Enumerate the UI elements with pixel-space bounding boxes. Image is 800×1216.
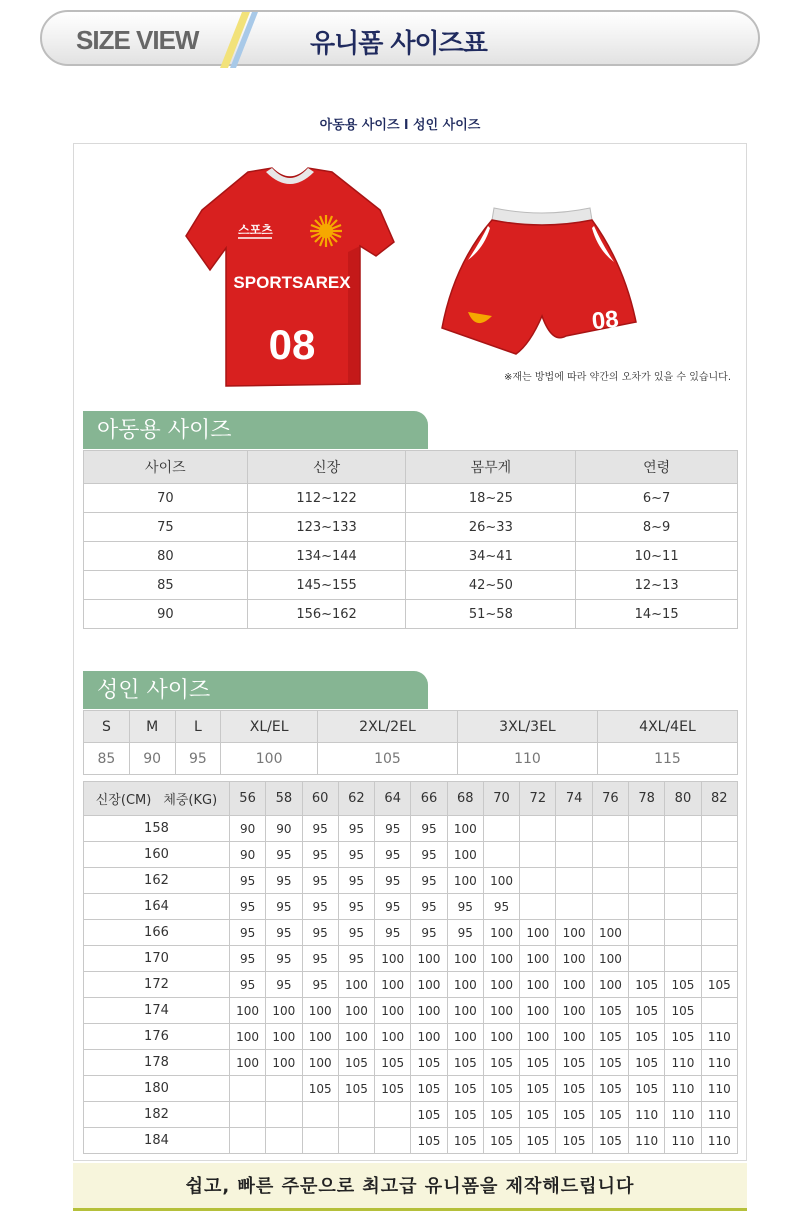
- height-cell: 176: [84, 1024, 230, 1050]
- kids-column-header: 몸무게: [406, 451, 576, 484]
- table-cell: 105: [411, 1102, 447, 1128]
- kids-section-title: 아동용 사이즈: [83, 411, 428, 449]
- table-cell: 105: [629, 998, 665, 1024]
- table-cell: [520, 842, 556, 868]
- height-cell: 174: [84, 998, 230, 1024]
- table-cell: 105: [556, 1076, 592, 1102]
- weight-column-header: 60: [302, 782, 338, 816]
- table-cell: 100: [338, 972, 374, 998]
- table-cell: 105: [629, 1050, 665, 1076]
- table-cell: 100: [483, 946, 519, 972]
- table-cell: 105: [665, 1024, 701, 1050]
- table-cell: [302, 1128, 338, 1154]
- table-cell: 95: [266, 868, 302, 894]
- size-label: M: [129, 711, 175, 743]
- table-cell: [701, 868, 737, 894]
- table-cell: [556, 868, 592, 894]
- table-cell: 110: [665, 1102, 701, 1128]
- table-cell: 95: [375, 868, 411, 894]
- size-value: 105: [317, 743, 457, 775]
- height-cell: 170: [84, 946, 230, 972]
- table-cell: 100: [447, 1024, 483, 1050]
- table-cell: 100: [411, 1024, 447, 1050]
- table-cell: 8~9: [576, 513, 738, 542]
- page-title: 유니폼 사이즈표: [310, 29, 487, 59]
- table-cell: 105: [556, 1050, 592, 1076]
- table-cell: 95: [411, 894, 447, 920]
- table-cell: 95: [338, 816, 374, 842]
- size-label: S: [84, 711, 130, 743]
- table-cell: 105: [629, 1076, 665, 1102]
- table-cell: 105: [629, 1024, 665, 1050]
- table-cell: 95: [375, 920, 411, 946]
- height-cell: 178: [84, 1050, 230, 1076]
- table-cell: 100: [483, 972, 519, 998]
- table-cell: 95: [411, 920, 447, 946]
- table-cell: 95: [447, 920, 483, 946]
- table-cell: [629, 894, 665, 920]
- table-cell: 110: [629, 1128, 665, 1154]
- table-cell: 100: [302, 1024, 338, 1050]
- table-cell: 100: [447, 998, 483, 1024]
- table-cell: 123~133: [247, 513, 406, 542]
- table-cell: 100: [483, 998, 519, 1024]
- table-cell: 100: [266, 1050, 302, 1076]
- table-cell: 105: [411, 1128, 447, 1154]
- table-cell: 105: [411, 1076, 447, 1102]
- size-value: 100: [221, 743, 318, 775]
- table-cell: 105: [447, 1076, 483, 1102]
- table-cell: 100: [556, 972, 592, 998]
- table-cell: 105: [483, 1050, 519, 1076]
- table-row: [84, 1024, 738, 1050]
- table-cell: 110: [701, 1050, 737, 1076]
- table-cell: 95: [302, 946, 338, 972]
- slash-decoration: [220, 12, 260, 68]
- weight-column-header: 74: [556, 782, 592, 816]
- weight-column-header: 76: [592, 782, 628, 816]
- table-cell: 100: [447, 972, 483, 998]
- table-cell: 100: [592, 920, 628, 946]
- size-label: 3XL/3EL: [457, 711, 597, 743]
- table-cell: [556, 842, 592, 868]
- table-cell: [266, 1076, 302, 1102]
- table-cell: [701, 816, 737, 842]
- table-cell: 90: [84, 600, 248, 629]
- size-label: 2XL/2EL: [317, 711, 457, 743]
- table-cell: 95: [302, 816, 338, 842]
- table-cell: [229, 1128, 265, 1154]
- table-cell: 100: [338, 1024, 374, 1050]
- table-cell: [701, 894, 737, 920]
- table-cell: [665, 920, 701, 946]
- table-cell: 100: [520, 946, 556, 972]
- table-row: [84, 868, 738, 894]
- shorts-image: [434, 204, 644, 356]
- table-cell: 100: [520, 1024, 556, 1050]
- table-cell: 6~7: [576, 484, 738, 513]
- table-cell: [665, 946, 701, 972]
- table-cell: 112~122: [247, 484, 406, 513]
- table-cell: 100: [375, 946, 411, 972]
- table-cell: 100: [375, 972, 411, 998]
- table-cell: 110: [665, 1050, 701, 1076]
- table-cell: 105: [592, 1024, 628, 1050]
- kids-column-header: 사이즈: [84, 451, 248, 484]
- table-cell: [629, 920, 665, 946]
- table-cell: 95: [229, 868, 265, 894]
- table-cell: 75: [84, 513, 248, 542]
- table-row: [84, 1076, 738, 1102]
- table-cell: 100: [447, 946, 483, 972]
- table-cell: [665, 842, 701, 868]
- height-header: 신장(CM): [95, 793, 152, 808]
- table-cell: 95: [266, 920, 302, 946]
- table-cell: 134~144: [247, 542, 406, 571]
- table-cell: 18~25: [406, 484, 576, 513]
- table-cell: 100: [520, 998, 556, 1024]
- size-value: 90: [129, 743, 175, 775]
- height-cell: 184: [84, 1128, 230, 1154]
- table-cell: 110: [665, 1076, 701, 1102]
- table-cell: 100: [556, 998, 592, 1024]
- table-row: [84, 946, 738, 972]
- table-cell: 145~155: [247, 571, 406, 600]
- table-cell: 105: [592, 1076, 628, 1102]
- table-cell: [592, 894, 628, 920]
- kids-column-header: 신장: [247, 451, 406, 484]
- table-row: [84, 998, 738, 1024]
- weight-column-header: 68: [447, 782, 483, 816]
- shorts-number: 08: [590, 305, 620, 336]
- size-value: 110: [457, 743, 597, 775]
- table-cell: 105: [556, 1128, 592, 1154]
- size-value: 95: [175, 743, 221, 775]
- table-cell: 105: [592, 1050, 628, 1076]
- table-cell: [629, 816, 665, 842]
- table-cell: [520, 868, 556, 894]
- table-cell: 95: [375, 842, 411, 868]
- table-cell: 95: [483, 894, 519, 920]
- adult-size-summary-table: [83, 710, 738, 775]
- table-cell: [701, 946, 737, 972]
- height-cell: 172: [84, 972, 230, 998]
- table-cell: 105: [375, 1050, 411, 1076]
- table-cell: 95: [447, 894, 483, 920]
- table-cell: 95: [302, 868, 338, 894]
- table-cell: 100: [592, 972, 628, 998]
- table-cell: [483, 842, 519, 868]
- table-row: [84, 571, 738, 600]
- table-cell: 100: [229, 1050, 265, 1076]
- table-cell: 100: [447, 842, 483, 868]
- table-cell: 105: [411, 1050, 447, 1076]
- table-cell: 110: [701, 1102, 737, 1128]
- table-cell: 10~11: [576, 542, 738, 571]
- weight-column-header: 56: [229, 782, 265, 816]
- table-cell: [375, 1128, 411, 1154]
- adult-size-chart: [83, 781, 738, 1154]
- table-cell: [229, 1076, 265, 1102]
- table-cell: 100: [556, 946, 592, 972]
- table-cell: 95: [302, 972, 338, 998]
- table-cell: 105: [338, 1076, 374, 1102]
- table-cell: 12~13: [576, 571, 738, 600]
- table-cell: 100: [592, 946, 628, 972]
- table-row: [84, 600, 738, 629]
- table-cell: [592, 842, 628, 868]
- table-cell: 110: [665, 1128, 701, 1154]
- height-cell: 166: [84, 920, 230, 946]
- table-cell: 95: [302, 842, 338, 868]
- height-cell: 160: [84, 842, 230, 868]
- size-label: L: [175, 711, 221, 743]
- weight-column-header: 82: [701, 782, 737, 816]
- table-cell: 105: [447, 1128, 483, 1154]
- table-cell: 95: [338, 894, 374, 920]
- table-cell: 14~15: [576, 600, 738, 629]
- table-cell: 105: [447, 1050, 483, 1076]
- size-value: 85: [84, 743, 130, 775]
- table-cell: [338, 1102, 374, 1128]
- table-row: [84, 513, 738, 542]
- height-cell: 182: [84, 1102, 230, 1128]
- weight-column-header: 64: [375, 782, 411, 816]
- table-row: [84, 1050, 738, 1076]
- table-cell: 26~33: [406, 513, 576, 542]
- table-cell: 110: [701, 1024, 737, 1050]
- weight-column-header: 78: [629, 782, 665, 816]
- weight-column-header: 70: [483, 782, 519, 816]
- table-cell: 70: [84, 484, 248, 513]
- height-cell: 162: [84, 868, 230, 894]
- weight-column-header: 80: [665, 782, 701, 816]
- table-cell: [302, 1102, 338, 1128]
- table-cell: 95: [229, 920, 265, 946]
- table-cell: [592, 816, 628, 842]
- table-cell: [266, 1128, 302, 1154]
- table-row: [84, 894, 738, 920]
- table-cell: [701, 998, 737, 1024]
- table-cell: [629, 868, 665, 894]
- table-cell: 95: [338, 842, 374, 868]
- measurement-note: ※재는 방법에 따라 약간의 오차가 있을 수 있습니다.: [504, 372, 732, 383]
- height-cell: 164: [84, 894, 230, 920]
- table-cell: 105: [665, 998, 701, 1024]
- table-cell: 105: [483, 1128, 519, 1154]
- table-cell: 95: [229, 894, 265, 920]
- table-cell: 105: [629, 972, 665, 998]
- size-value: 115: [597, 743, 737, 775]
- table-cell: 90: [229, 816, 265, 842]
- table-cell: 100: [520, 920, 556, 946]
- header-bar: [40, 10, 760, 66]
- table-cell: 85: [84, 571, 248, 600]
- table-cell: [701, 920, 737, 946]
- table-cell: 100: [483, 920, 519, 946]
- table-row: [84, 920, 738, 946]
- table-cell: 100: [483, 1024, 519, 1050]
- table-cell: 110: [701, 1128, 737, 1154]
- table-cell: [665, 868, 701, 894]
- jersey-brand: SPORTSAREX: [233, 273, 351, 292]
- table-cell: 105: [302, 1076, 338, 1102]
- table-cell: 100: [556, 920, 592, 946]
- table-row: [84, 1102, 738, 1128]
- table-cell: 95: [302, 920, 338, 946]
- jersey-image: [180, 164, 400, 389]
- table-cell: 105: [483, 1076, 519, 1102]
- table-cell: 105: [665, 972, 701, 998]
- table-cell: 100: [229, 998, 265, 1024]
- weight-column-header: 72: [520, 782, 556, 816]
- table-cell: 100: [266, 998, 302, 1024]
- size-label: 4XL/4EL: [597, 711, 737, 743]
- table-cell: [665, 894, 701, 920]
- table-cell: 100: [411, 972, 447, 998]
- table-cell: [483, 816, 519, 842]
- table-cell: 100: [302, 1050, 338, 1076]
- table-cell: [556, 816, 592, 842]
- table-cell: 105: [520, 1102, 556, 1128]
- table-cell: 105: [592, 1128, 628, 1154]
- table-cell: 105: [483, 1102, 519, 1128]
- table-cell: [520, 894, 556, 920]
- table-row: [84, 972, 738, 998]
- weight-column-header: 58: [266, 782, 302, 816]
- table-cell: 105: [520, 1128, 556, 1154]
- table-cell: 95: [411, 868, 447, 894]
- table-cell: 80: [84, 542, 248, 571]
- weight-column-header: 66: [411, 782, 447, 816]
- table-cell: 156~162: [247, 600, 406, 629]
- height-cell: 158: [84, 816, 230, 842]
- weight-header: 체중(KG): [163, 793, 218, 808]
- table-row: [84, 542, 738, 571]
- table-cell: 34~41: [406, 542, 576, 571]
- table-cell: 100: [375, 1024, 411, 1050]
- kids-size-table: [83, 450, 738, 629]
- table-cell: [592, 868, 628, 894]
- table-cell: 105: [520, 1050, 556, 1076]
- table-cell: [229, 1102, 265, 1128]
- table-cell: 90: [229, 842, 265, 868]
- height-weight-header: [84, 782, 230, 816]
- table-cell: 95: [411, 842, 447, 868]
- kids-column-header: 연령: [576, 451, 738, 484]
- table-cell: 105: [338, 1050, 374, 1076]
- table-cell: 100: [520, 972, 556, 998]
- table-cell: 42~50: [406, 571, 576, 600]
- table-cell: [520, 816, 556, 842]
- size-label: XL/EL: [221, 711, 318, 743]
- table-cell: 100: [447, 816, 483, 842]
- adult-section-title: 성인 사이즈: [83, 671, 428, 709]
- table-cell: [629, 842, 665, 868]
- table-row: [84, 1128, 738, 1154]
- table-cell: [375, 1102, 411, 1128]
- table-cell: 105: [447, 1102, 483, 1128]
- table-cell: 100: [229, 1024, 265, 1050]
- table-cell: [556, 894, 592, 920]
- table-cell: 100: [411, 998, 447, 1024]
- jersey-number: 08: [268, 321, 316, 368]
- table-cell: 100: [338, 998, 374, 1024]
- subtitle: 아동용 사이즈 l 성인 사이즈: [319, 118, 481, 133]
- table-row: [84, 816, 738, 842]
- table-cell: 95: [338, 920, 374, 946]
- height-cell: 180: [84, 1076, 230, 1102]
- table-cell: [629, 946, 665, 972]
- table-cell: 100: [302, 998, 338, 1024]
- table-cell: 95: [266, 842, 302, 868]
- footer-banner: 쉽고, 빠른 주문으로 최고급 유니폼을 제작해드립니다: [73, 1163, 747, 1211]
- table-cell: [701, 842, 737, 868]
- table-cell: 95: [266, 946, 302, 972]
- table-cell: 95: [338, 946, 374, 972]
- table-cell: 105: [592, 1102, 628, 1128]
- table-cell: 95: [375, 816, 411, 842]
- table-cell: 95: [229, 946, 265, 972]
- jersey-brand-small: 스포츠: [238, 223, 273, 237]
- table-row: [84, 842, 738, 868]
- table-cell: 90: [266, 816, 302, 842]
- table-cell: 105: [520, 1076, 556, 1102]
- table-cell: 95: [266, 972, 302, 998]
- table-cell: 95: [375, 894, 411, 920]
- table-cell: 95: [266, 894, 302, 920]
- table-cell: 110: [629, 1102, 665, 1128]
- size-view-label: SIZE VIEW: [76, 25, 199, 55]
- table-cell: 100: [411, 946, 447, 972]
- table-cell: 95: [229, 972, 265, 998]
- table-cell: 105: [592, 998, 628, 1024]
- table-cell: [266, 1102, 302, 1128]
- weight-column-header: 62: [338, 782, 374, 816]
- table-cell: [338, 1128, 374, 1154]
- table-cell: 105: [375, 1076, 411, 1102]
- table-cell: 95: [411, 816, 447, 842]
- table-cell: 100: [556, 1024, 592, 1050]
- table-cell: 105: [701, 972, 737, 998]
- table-cell: 95: [338, 868, 374, 894]
- table-row: [84, 484, 738, 513]
- table-cell: 95: [302, 894, 338, 920]
- table-cell: 100: [483, 868, 519, 894]
- table-cell: 100: [375, 998, 411, 1024]
- table-cell: 51~58: [406, 600, 576, 629]
- table-cell: 105: [556, 1102, 592, 1128]
- table-cell: [665, 816, 701, 842]
- table-cell: 110: [701, 1076, 737, 1102]
- table-cell: 100: [447, 868, 483, 894]
- table-cell: 100: [266, 1024, 302, 1050]
